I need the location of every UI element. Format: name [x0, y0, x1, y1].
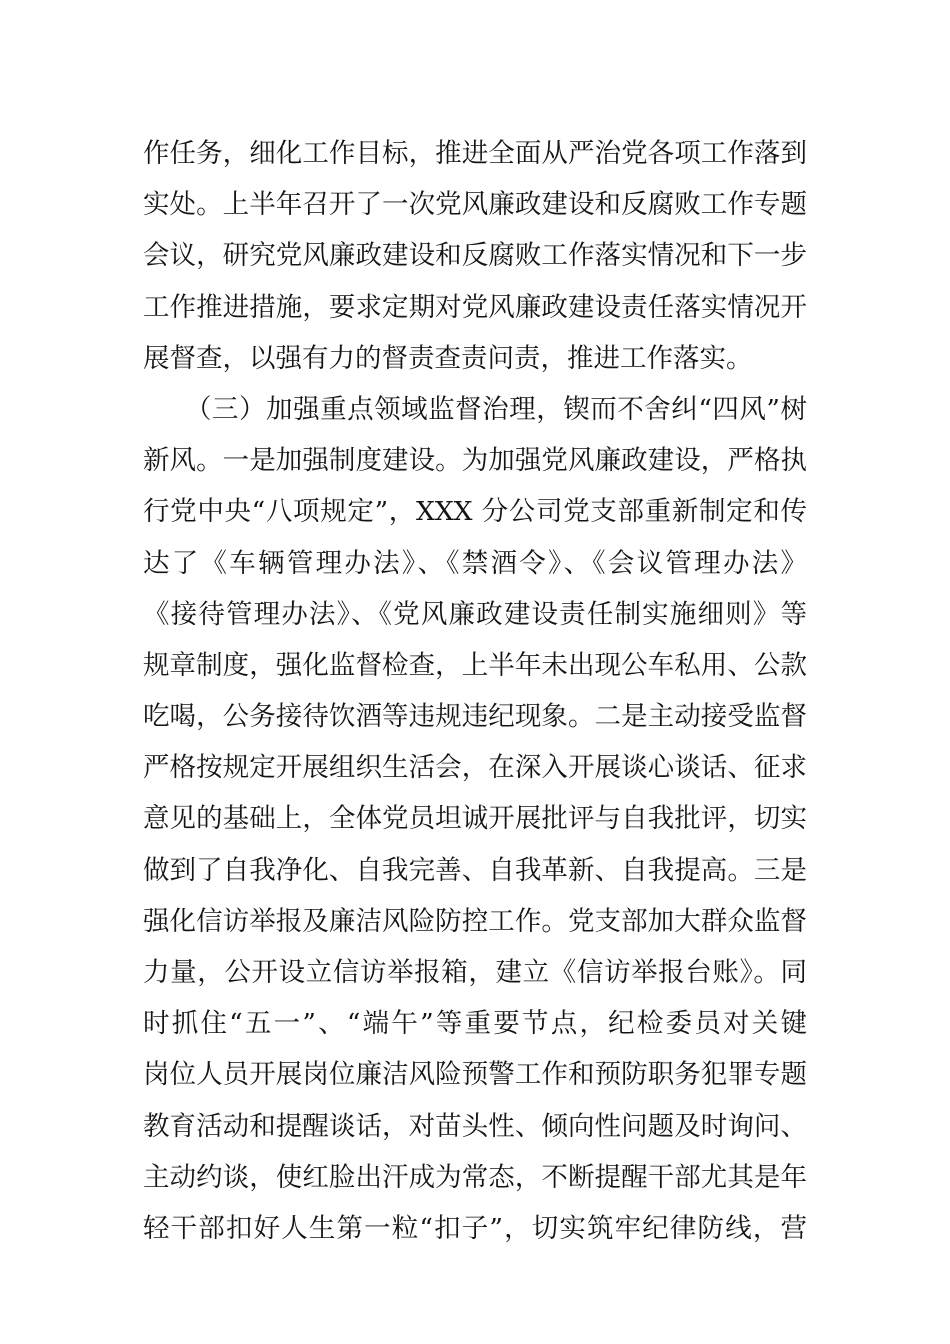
text-line: 规章制度，强化监督检查，上半年未出现公车私用、公款 — [143, 649, 807, 681]
body-text — [143, 128, 807, 1254]
text-line: 工作推进措施，要求定期对党风廉政建设责任落实情况开 — [143, 291, 807, 323]
text-line: 吃喝，公务接待饮酒等违规违纪现象。二是主动接受监督 — [143, 701, 807, 733]
text-line: 时抓住“五一”、“端午”等重要节点，纪检委员对关键 — [143, 1008, 807, 1040]
text-line: 新风。一是加强制度建设。为加强党风廉政建设，严格执 — [143, 445, 807, 477]
text-line: 轻干部扣好人生第一粒“扣子”，切实筑牢纪律防线，营 — [143, 1212, 807, 1244]
text-line: 教育活动和提醒谈话，对苗头性、倾向性问题及时询问、 — [143, 1110, 807, 1142]
text-line: 展督查，以强有力的督责查责问责，推进工作落实。 — [143, 342, 753, 374]
text-line: 意见的基础上，全体党员坦诚开展批评与自我批评，切实 — [143, 803, 807, 835]
text-line: 严格按规定开展组织生活会，在深入开展谈心谈话、征求 — [143, 752, 807, 784]
text-line: 强化信访举报及廉洁风险防控工作。党支部加大群众监督 — [143, 905, 807, 937]
text-line: 作任务，细化工作目标，推进全面从严治党各项工作落到 — [143, 138, 807, 169]
text-line: 做到了自我净化、自我完善、自我革新、自我提高。三是 — [143, 854, 807, 886]
text-line: 《接待管理办法》、《党风廉政建设责任制实施细则》等 — [143, 598, 807, 630]
text-line: 主动约谈，使红脸出汗成为常态，不断提醒干部尤其是年 — [143, 1161, 807, 1193]
text-line: 实处。上半年召开了一次党风廉政建设和反腐败工作专题 — [143, 189, 807, 221]
text-line: 力量，公开设立信访举报箱，建立《信访举报台账》。同 — [143, 957, 807, 988]
text-line: 行党中央“八项规定”，XXX 分公司党支部重新制定和传 — [143, 496, 807, 528]
section-heading-line: （三）加强重点领域监督治理，锲而不舍纠“四风”树 — [185, 393, 807, 425]
text-line: 会议，研究党风廉政建设和反腐败工作落实情况和下一步 — [143, 240, 807, 272]
text-line: 达了《车辆管理办法》、《禁酒令》、《会议管理办法》 — [143, 547, 807, 579]
text-line: 岗位人员开展岗位廉洁风险预警工作和预防职务犯罪专题 — [143, 1059, 807, 1091]
